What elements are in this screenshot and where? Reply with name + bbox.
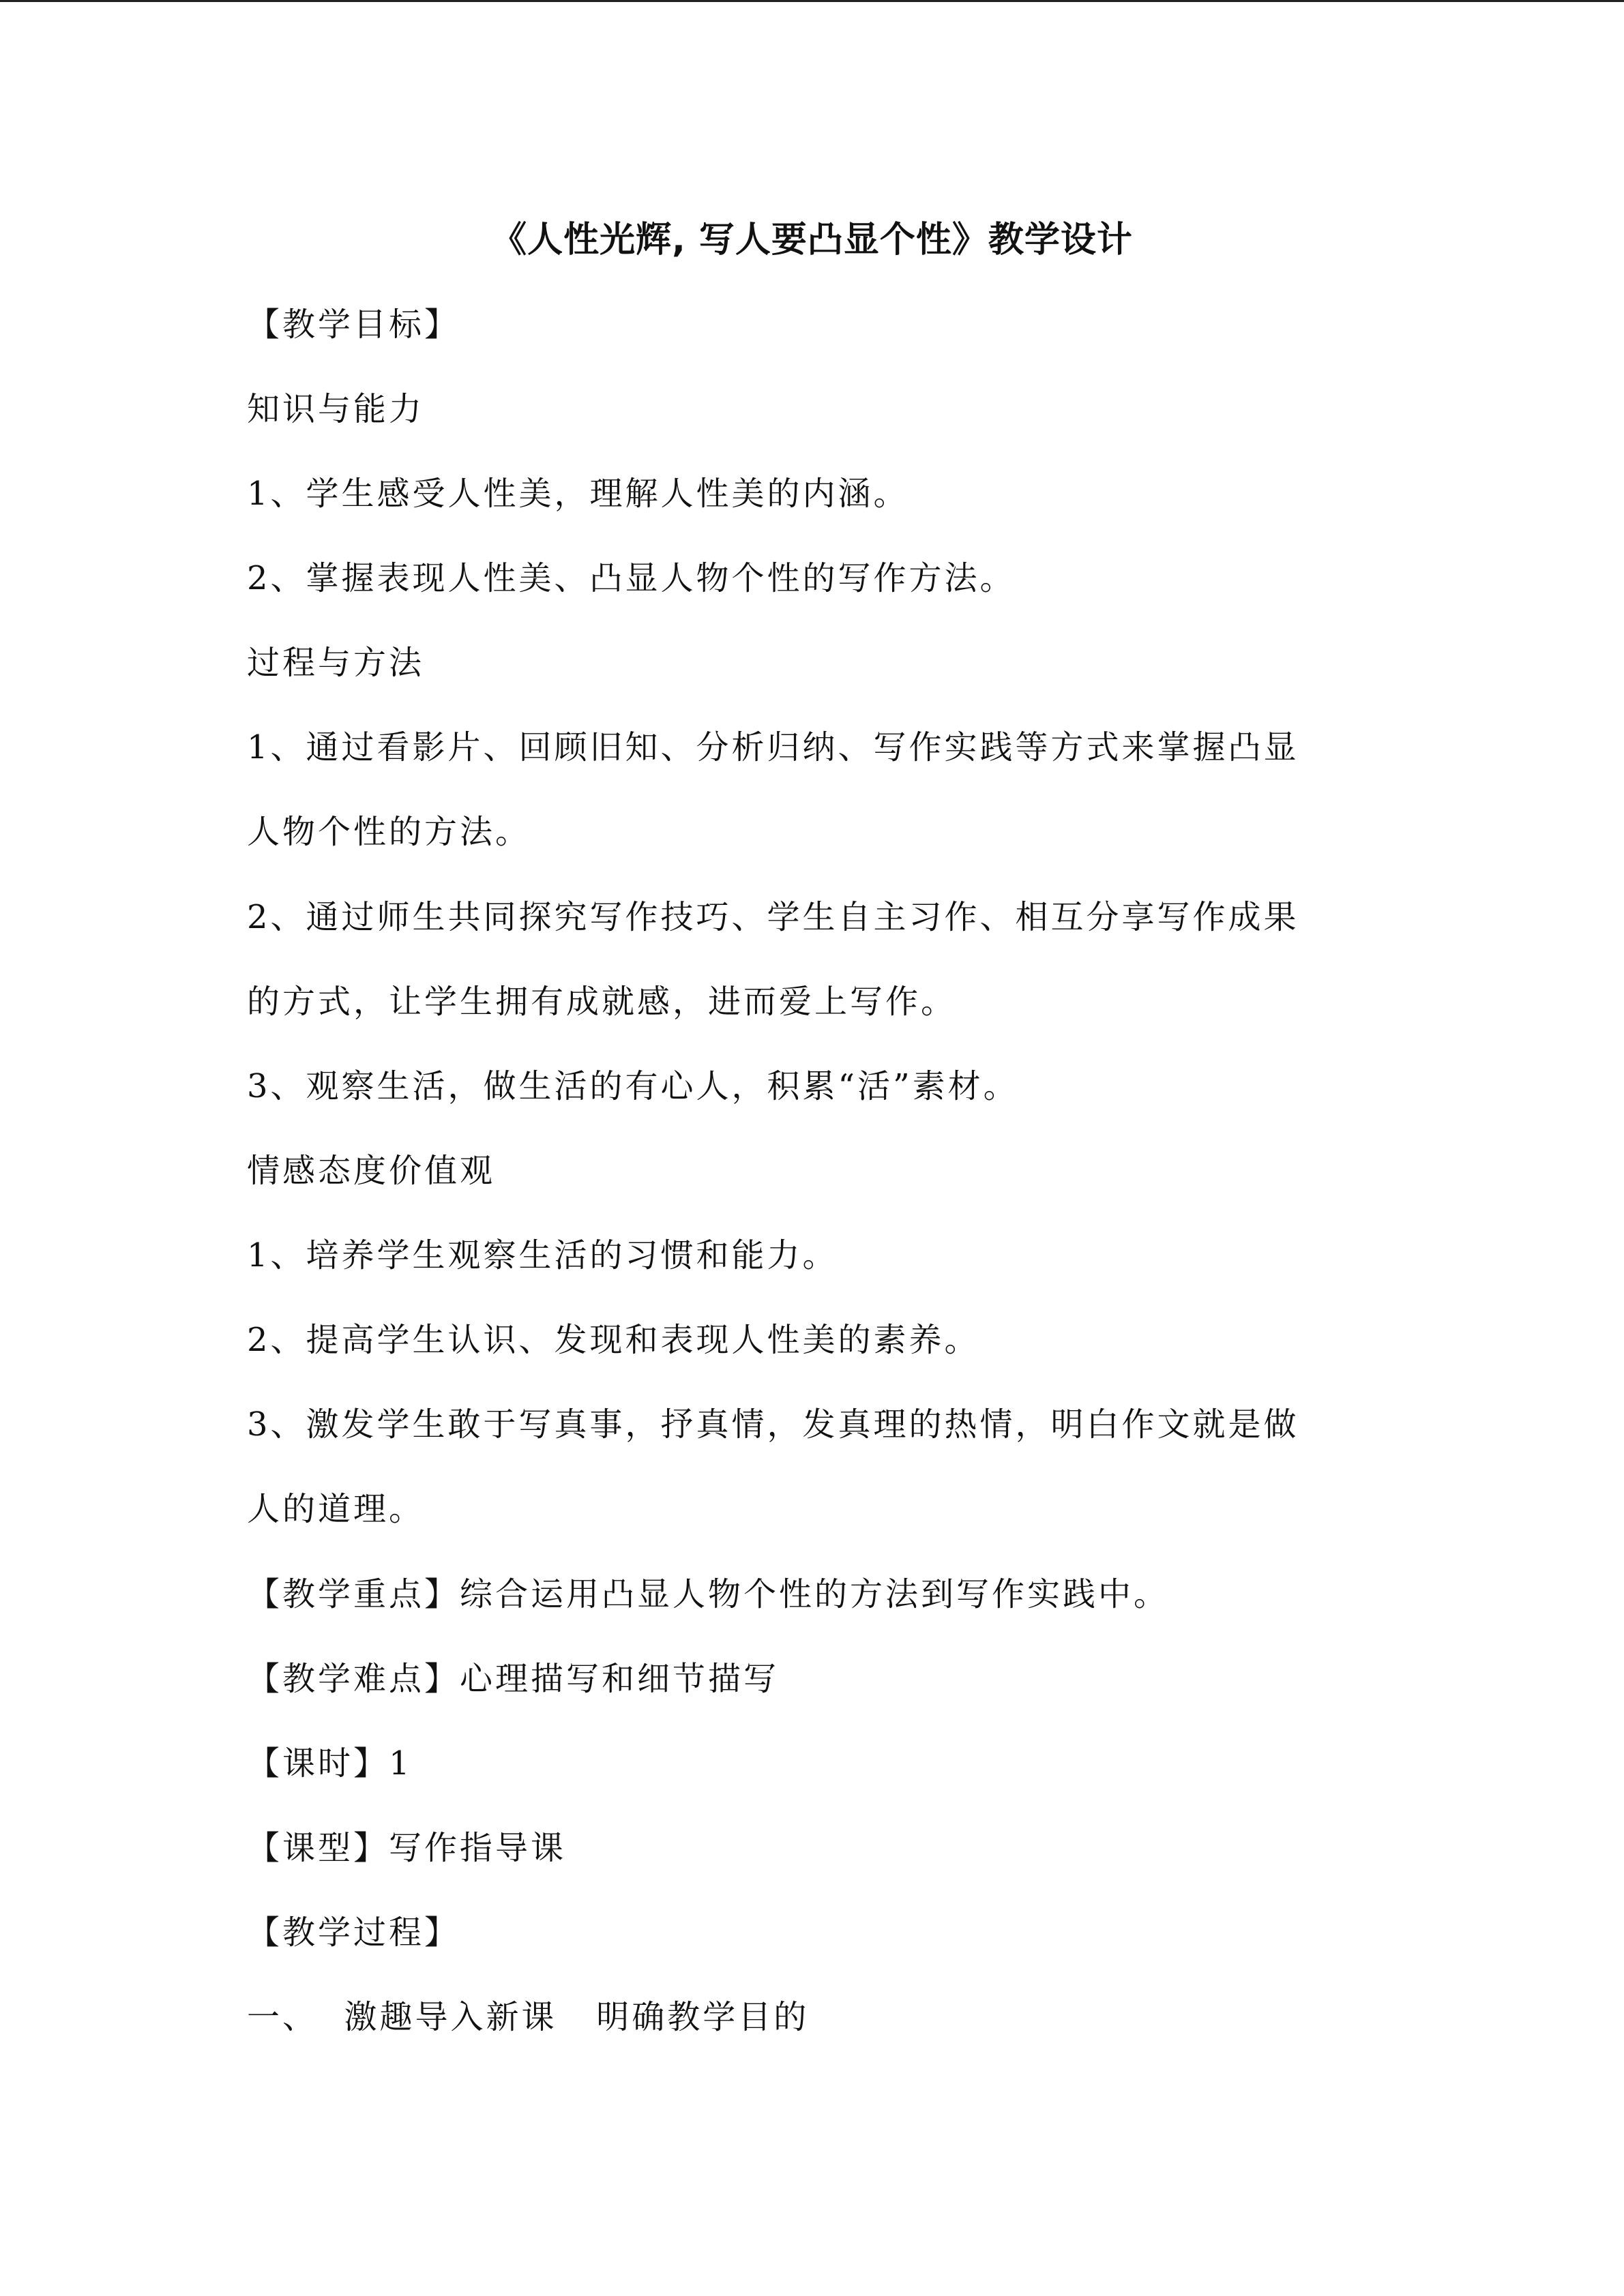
objective-item: 1、培养学生观察生活的习惯和能力。 (247, 1236, 838, 1274)
objective-item: 2、提高学生认识、发现和表现人性美的素养。 (247, 1321, 980, 1359)
section-heading-teaching-objectives: 【教学目标】 (247, 305, 460, 344)
subheading-emotion-attitude-values: 情感态度价值观 (247, 1152, 496, 1190)
teaching-key-point: 【教学重点】综合运用凸显人物个性的方法到写作实践中。 (247, 1575, 1170, 1613)
lesson-type: 【课型】写作指导课 (247, 1829, 567, 1867)
objective-item: 1、通过看影片、回顾旧知、分析归纳、写作实践等方式来掌握凸显 (247, 728, 1299, 766)
class-hours: 【课时】1 (247, 1744, 413, 1783)
objective-item: 2、掌握表现人性美、凸显人物个性的写作方法。 (247, 559, 1016, 597)
objective-item: 3、激发学生敢于写真事，抒真情，发真理的热情，明白作文就是做 (247, 1405, 1299, 1444)
objective-item-continuation: 的方式，让学生拥有成就感，进而爱上写作。 (247, 983, 957, 1021)
page-top-border (0, 0, 1624, 2)
objective-item: 3、观察生活，做生活的有心人，积累“活”素材。 (247, 1067, 1019, 1105)
objective-item: 2、通过师生共同探究写作技巧、学生自主习作、相互分享写作成果 (247, 898, 1299, 936)
objective-item-continuation: 人的道理。 (247, 1490, 425, 1528)
subheading-knowledge-ability: 知识与能力 (247, 390, 425, 428)
process-step-heading: 一、 激趣导入新课 明确教学目的 (247, 1998, 810, 2036)
objective-item: 1、学生感受人性美，理解人性美的内涵。 (247, 475, 909, 513)
section-heading-teaching-process: 【教学过程】 (247, 1913, 460, 1952)
subheading-process-method: 过程与方法 (247, 644, 425, 682)
teaching-difficulty: 【教学难点】心理描写和细节描写 (247, 1660, 780, 1698)
objective-item-continuation: 人物个性的方法。 (247, 813, 531, 851)
document-title: 《人性光辉, 写人要凸显个性》教学设计 (491, 220, 1133, 260)
